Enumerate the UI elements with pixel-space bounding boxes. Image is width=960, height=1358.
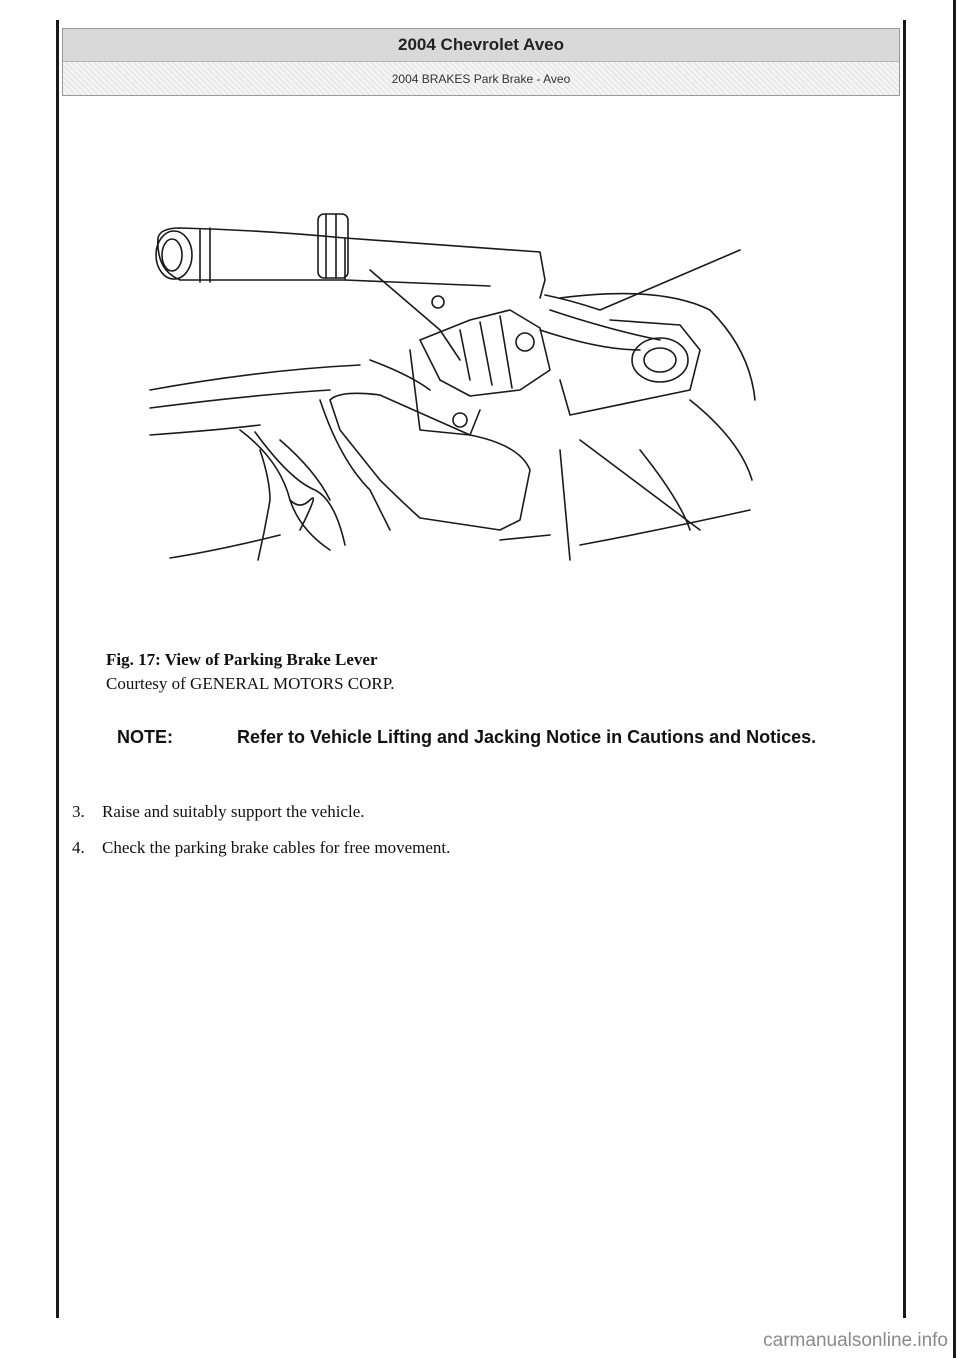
page-edge-right [953,0,956,1358]
note-label: NOTE: [117,727,173,747]
procedure-steps [72,794,872,866]
figure-title: Fig. 17: View of Parking Brake Lever [106,650,378,669]
step-number: 3. [72,802,85,821]
document-header [62,28,900,96]
watermark: carmanualsonline.info [763,1330,948,1351]
figure-caption [106,648,395,696]
note-block [117,724,877,750]
step-text: Raise and suitably support the vehicle. [102,802,365,821]
list-item [72,830,872,866]
page-border-left [56,20,59,1318]
page-border-right [903,20,906,1318]
list-item [72,794,872,830]
document-title: 2004 Chevrolet Aveo [63,29,899,62]
parking-brake-lever-illustration [140,200,760,570]
step-number: 4. [72,838,85,857]
note-text: Refer to Vehicle Lifting and Jacking Notice in Cautions and Notices. [237,727,817,747]
document-subtitle: 2004 BRAKES Park Brake - Aveo [391,71,571,86]
figure-credit: Courtesy of GENERAL MOTORS CORP. [106,674,395,693]
step-text: Check the parking brake cables for free movement. [102,838,451,857]
